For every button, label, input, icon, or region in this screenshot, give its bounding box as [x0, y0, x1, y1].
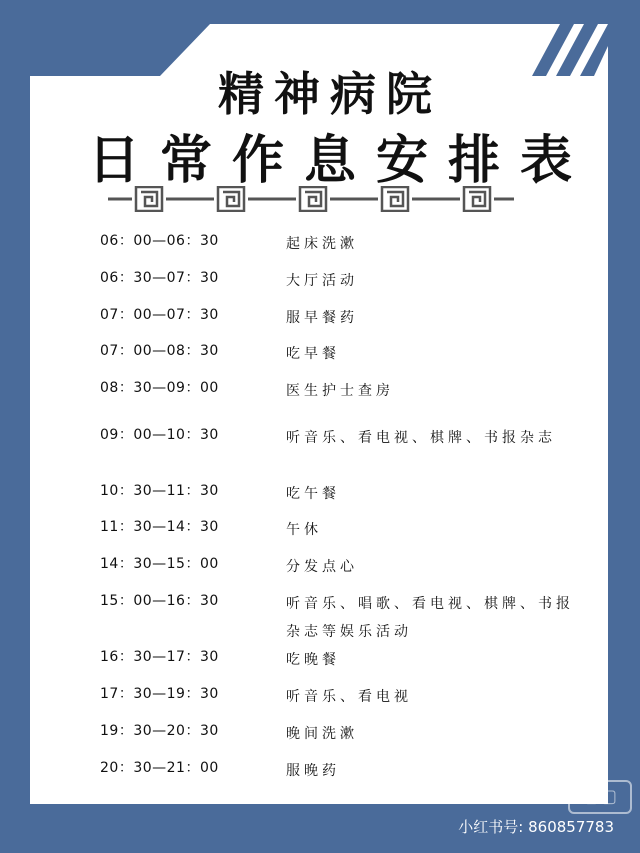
row-activity: 吃早餐 [286, 346, 340, 362]
row-time: 09：00—10：30 [100, 427, 219, 443]
watermark-logo-icon: ▢▢ [568, 780, 632, 814]
row-activity: 吃晚餐 [286, 652, 340, 668]
row-time: 20：30—21：00 [100, 760, 219, 776]
row-activity: 听音乐、唱歌、看电视、棋牌、书报杂志等娱乐活动 [286, 596, 574, 640]
greek-key-ornament-icon [108, 186, 514, 212]
row-time: 15：00—16：30 [100, 593, 219, 609]
row-time: 06：00—06：30 [100, 233, 219, 249]
row-time: 08：30—09：00 [100, 380, 219, 396]
row-activity: 听音乐、看电视 [286, 689, 412, 705]
row-time: 07：00—07：30 [100, 307, 219, 323]
row-time: 17：30—19：30 [100, 686, 219, 702]
row-time: 14：30—15：00 [100, 556, 219, 572]
row-activity: 吃午餐 [286, 486, 340, 502]
row-activity: 起床洗漱 [286, 236, 358, 252]
row-time: 11：30—14：30 [100, 519, 219, 535]
row-time: 10：30—11：30 [100, 483, 219, 499]
row-activity: 晚间洗漱 [286, 726, 358, 742]
title-line-2: 日常作息安排表 [87, 131, 592, 191]
row-time: 19：30—20：30 [100, 723, 219, 739]
row-activity: 听音乐、看电视、棋牌、书报杂志 [286, 430, 556, 446]
row-activity: 服晚药 [286, 763, 340, 779]
title-line-1: 精神病院 [218, 67, 442, 121]
row-activity: 午休 [286, 522, 322, 538]
row-activity: 分发点心 [286, 559, 358, 575]
account-id: 小红书号: 860857783 [458, 818, 614, 836]
row-time: 06：30—07：30 [100, 270, 219, 286]
row-activity: 医生护士查房 [286, 383, 394, 399]
row-activity: 服早餐药 [286, 310, 358, 326]
row-activity: 大厅活动 [286, 273, 358, 289]
row-time: 16：30—17：30 [100, 649, 219, 665]
row-time: 07：00—08：30 [100, 343, 219, 359]
